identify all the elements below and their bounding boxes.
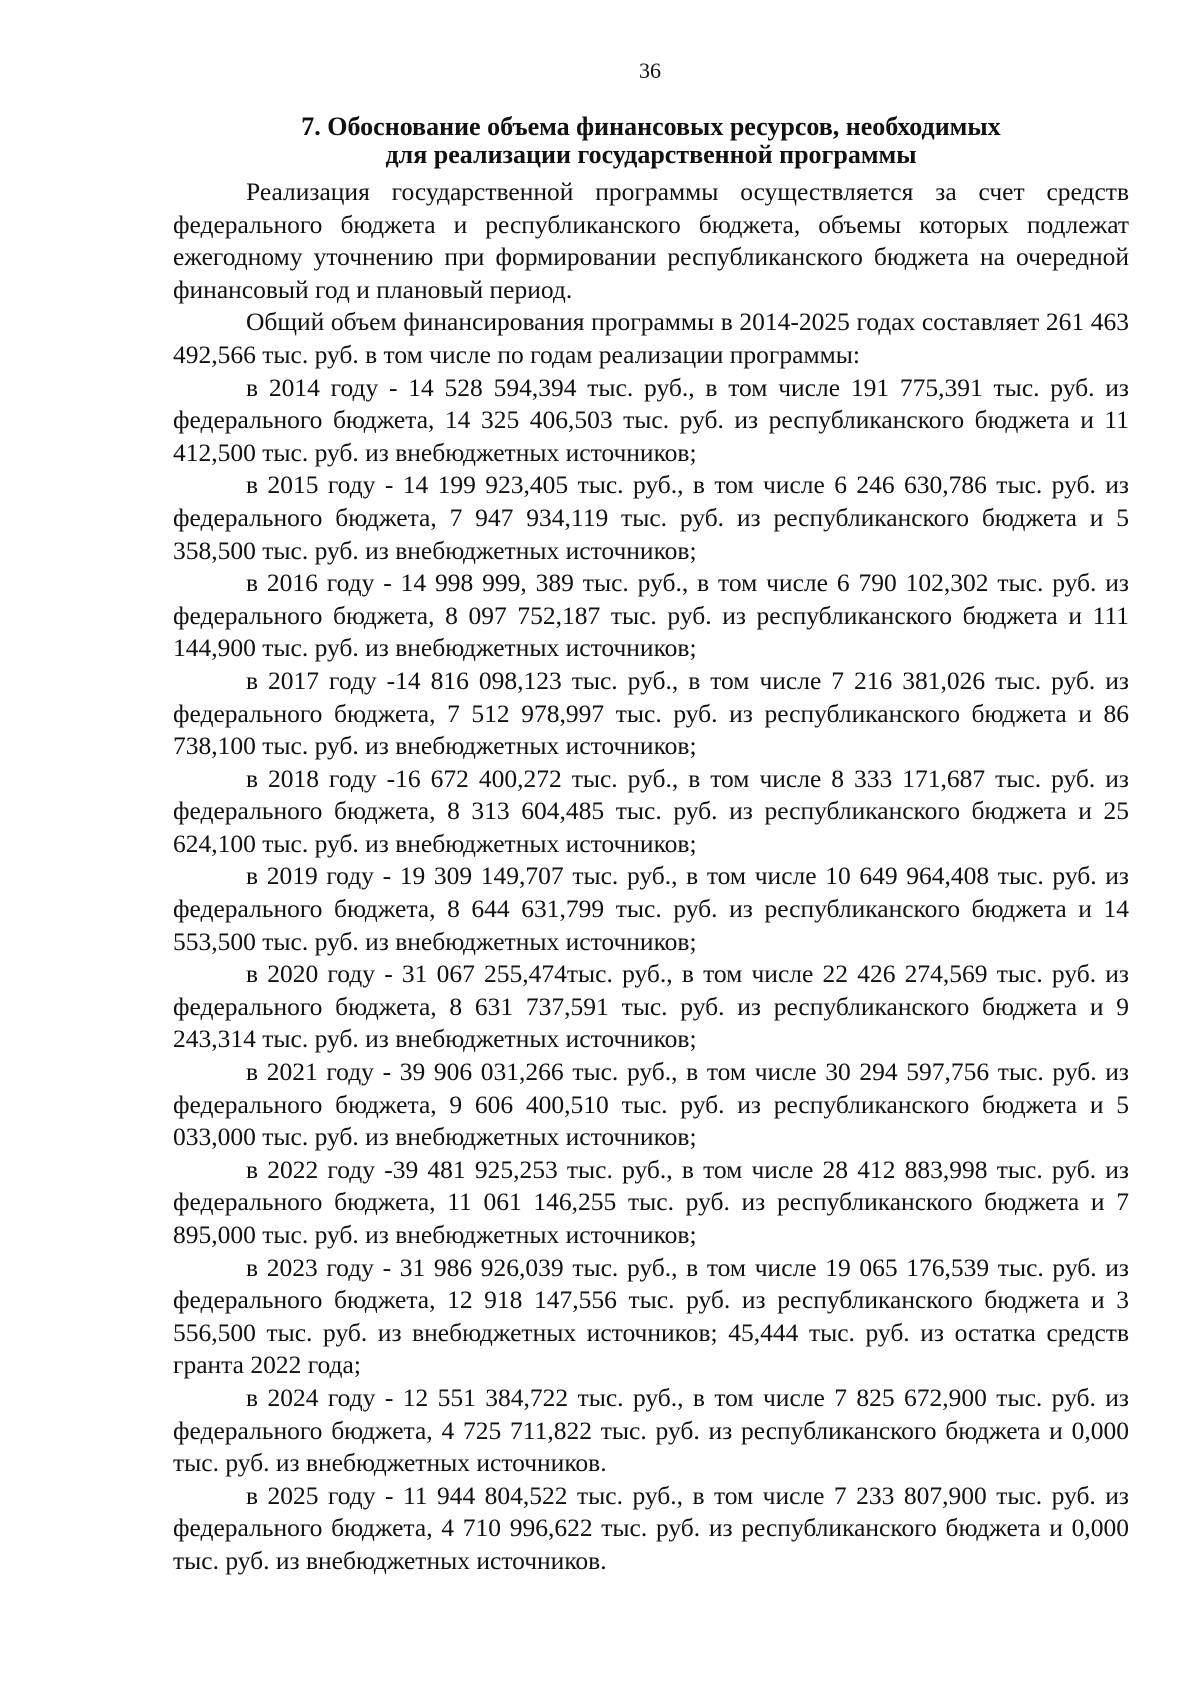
paragraph-total: Общий объем финансирования программы в 2014-2025 годах составляет 261 463 492,566 тыс. руб. в том числе по годам реализации программы:	[173, 307, 1129, 369]
paragraph-year-2014: в 2014 году - 14 528 594,394 тыс. руб., в том числе 191 775,391 тыс. руб. из федерального бюджета, 14 325 406,503 тыс. руб. из республиканского бюджета и 11 412,500 тыс. руб. из внебюджетных источников;	[173, 372, 1129, 467]
paragraph-year-2022: в 2022 году -39 481 925,253 тыс. руб., в том числе 28 412 883,998 тыс. руб. из федерального бюджета, 11 061 146,255 тыс. руб. из республиканского бюджета и 7 895,000 тыс. руб. из внебюджетных источников;	[173, 1154, 1129, 1249]
paragraph-intro: Реализация государственной программы осуществляется за счет средств федерального бюджета и республиканского бюджета, объемы которых подлежат ежегодному уточнению при формировании республиканского бюджета на очередной финансовый год и плановый период.	[173, 177, 1129, 304]
paragraph-year-2016: в 2016 году - 14 998 999, 389 тыс. руб., в том числе 6 790 102,302 тыс. руб. из федерального бюджета, 8 097 752,187 тыс. руб. из республиканского бюджета и 111 144,900 тыс. руб. из внебюджетных источников;	[173, 568, 1129, 663]
paragraph-year-2021: в 2021 году - 39 906 031,266 тыс. руб., в том числе 30 294 597,756 тыс. руб. из федерального бюджета, 9 606 400,510 тыс. руб. из республиканского бюджета и 5 033,000 тыс. руб. из внебюджетных источников;	[173, 1057, 1129, 1152]
paragraph-year-2025: в 2025 году - 11 944 804,522 тыс. руб., в том числе 7 233 807,900 тыс. руб. из федерального бюджета, 4 710 996,622 тыс. руб. из республиканского бюджета и 0,000 тыс. руб. из внебюджетных источников.	[173, 1480, 1129, 1575]
page-number: 36	[639, 58, 661, 83]
paragraph-year-2019: в 2019 году - 19 309 149,707 тыс. руб., в том числе 10 649 964,408 тыс. руб. из федерального бюджета, 8 644 631,799 тыс. руб. из республиканского бюджета и 14 553,500 тыс. руб. из внебюджетных источников;	[173, 861, 1129, 956]
paragraph-year-2015: в 2015 году - 14 199 923,405 тыс. руб., в том числе 6 246 630,786 тыс. руб. из федерального бюджета, 7 947 934,119 тыс. руб. из республиканского бюджета и 5 358,500 тыс. руб. из внебюджетных источников;	[173, 470, 1129, 565]
document-body	[173, 176, 1129, 1578]
paragraph-year-2020: в 2020 году - 31 067 255,474тыс. руб., в том числе 22 426 274,569 тыс. руб. из федерального бюджета, 8 631 737,591 тыс. руб. из республиканского бюджета и 9 243,314 тыс. руб. из внебюджетных источников;	[173, 959, 1129, 1054]
paragraph-year-2023: в 2023 году - 31 986 926,039 тыс. руб., в том числе 19 065 176,539 тыс. руб. из федерального бюджета, 12 918 147,556 тыс. руб. из республиканского бюджета и 3 556,500 тыс. руб. из внебюджетных источников; 45,444 тыс. руб. из остатка средств гранта 2022 года;	[173, 1252, 1129, 1380]
section-heading	[173, 113, 1129, 169]
paragraph-year-2024: в 2024 году - 12 551 384,722 тыс. руб., в том числе 7 825 672,900 тыс. руб. из федерального бюджета, 4 725 711,822 тыс. руб. из республиканского бюджета и 0,000 тыс. руб. из внебюджетных источников.	[173, 1382, 1129, 1478]
paragraph-year-2017: в 2017 году -14 816 098,123 тыс. руб., в том числе 7 216 381,026 тыс. руб. из федерального бюджета, 7 512 978,997 тыс. руб. из республиканского бюджета и 86 738,100 тыс. руб. из внебюджетных источников;	[173, 665, 1129, 761]
paragraph-year-2018: в 2018 году -16 672 400,272 тыс. руб., в том числе 8 333 171,687 тыс. руб. из федерального бюджета, 8 313 604,485 тыс. руб. из республиканского бюджета и 25 624,100 тыс. руб. из внебюджетных источников;	[173, 763, 1129, 858]
section-heading-line-1: 7. Обоснование объема финансовых ресурсов, необходимых	[301, 112, 1001, 141]
section-heading-line-2: для реализации государственной программы	[385, 140, 917, 169]
